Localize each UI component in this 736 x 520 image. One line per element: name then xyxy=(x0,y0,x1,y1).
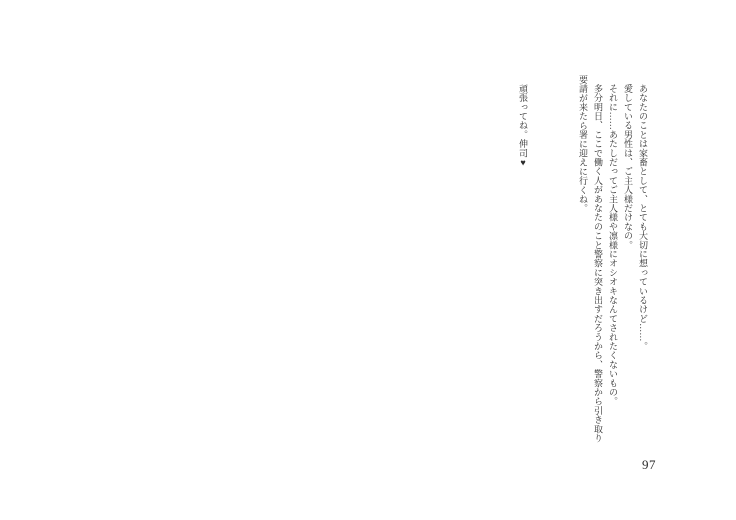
paragraph-line: あなたのことは家畜として、とても大切に想っているけど……。 xyxy=(638,84,648,351)
body-text xyxy=(515,75,650,443)
signature-line: 頑張ってね。伸司♥ xyxy=(518,84,528,168)
page-number: 97 xyxy=(642,457,656,472)
paragraph-line: 愛している男性は、ご主人様だけなの。 xyxy=(623,84,633,250)
paragraph-line: それに……あたしだってご主人様や凛様にオシオキなんてされたくないもの。 xyxy=(608,84,618,406)
paragraph-line: 多分明日、ここで働く人があなたのこと警察に突き出すだろうから、警察から引き取り要請が来たら署に迎えに行くね。 xyxy=(578,75,603,443)
